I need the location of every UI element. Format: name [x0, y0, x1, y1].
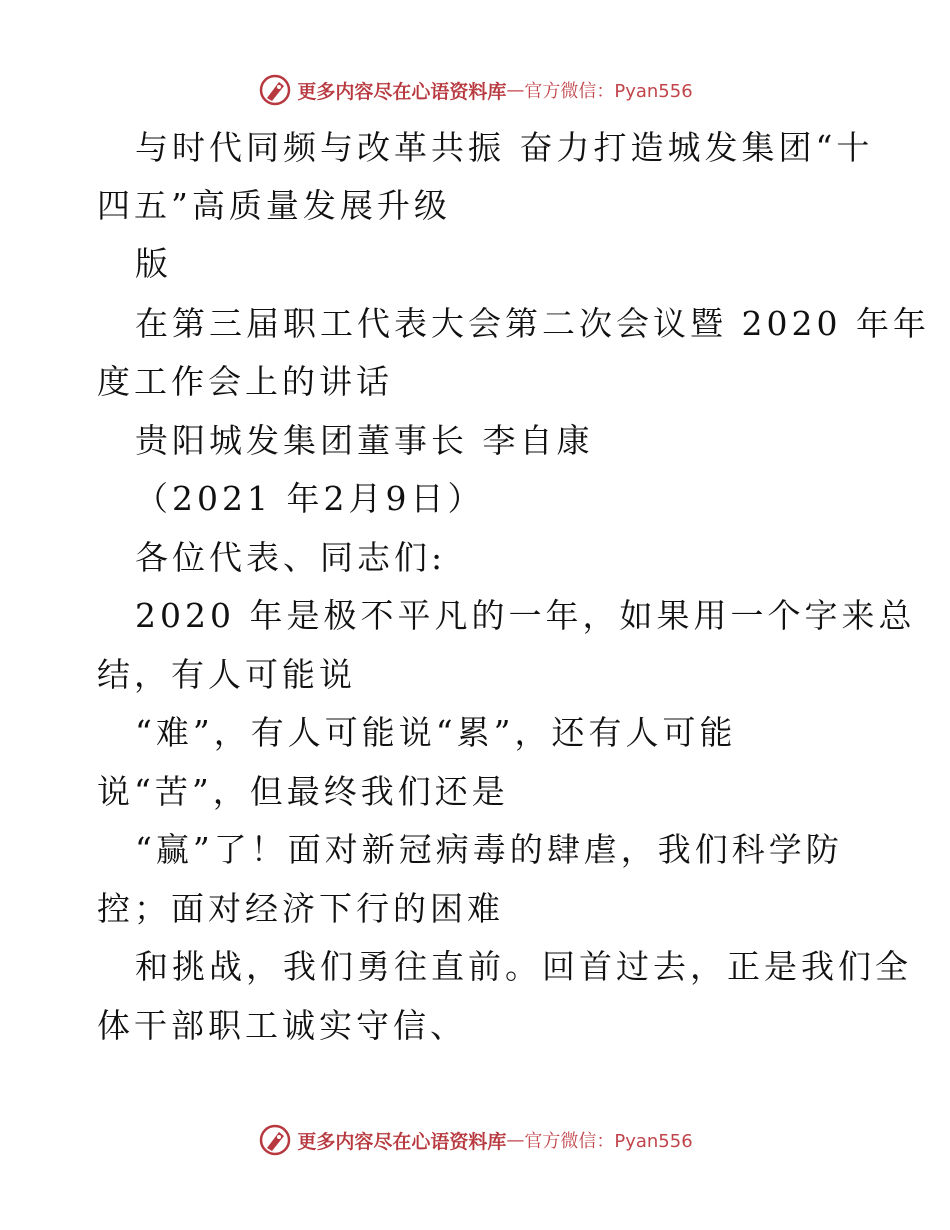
watermark-dash: —: [506, 1129, 525, 1151]
subtitle-line-1: 在第三届职工代表大会第二次会议暨 2020 年年: [135, 304, 930, 343]
paragraph-line: “难”，有人可能说“累”，还有人可能: [135, 713, 737, 752]
paragraph-line: “赢”了！面对新冠病毒的肆虐，我们科学防: [135, 830, 843, 869]
watermark-wechat-text: 官方微信：Pyan556: [524, 1131, 693, 1152]
watermark-dash: —: [506, 79, 525, 101]
date-line: （2021 年2月9日）: [135, 479, 485, 518]
paragraph-line: 体干部职工诚实守信、: [97, 1006, 467, 1045]
paragraph-line: 说“苦”，但最终我们还是: [97, 772, 509, 811]
paragraph-line: 控；面对经济下行的困难: [97, 889, 504, 928]
salutation-line: 各位代表、同志们:: [135, 538, 447, 577]
header-watermark: [0, 70, 950, 110]
paragraph-line: 和挑战，我们勇往直前。回首过去，正是我们全: [135, 947, 912, 986]
paragraph-line: 2020 年是极不平凡的一年，如果用一个字来总: [135, 596, 916, 635]
subtitle-line-2: 度工作会上的讲话: [97, 362, 393, 401]
title-line-2: 四五”高质量发展升级: [97, 186, 451, 225]
author-line: 贵阳城发集团董事长 李自康: [135, 421, 594, 460]
title-line-1: 与时代同频与改革共振 奋力打造城发集团“十: [135, 128, 874, 167]
watermark-wechat-text: 官方微信：Pyan556: [524, 81, 693, 102]
footer-watermark: [0, 1120, 950, 1160]
paragraph-line: 结，有人可能说: [97, 655, 356, 694]
watermark-site-text: 更多内容尽在心语资料库: [297, 1130, 507, 1153]
pen-nib-logo-icon: [257, 1122, 293, 1158]
title-line-3: 版: [135, 244, 172, 283]
pen-nib-logo-icon: [257, 72, 293, 108]
watermark-site-text: 更多内容尽在心语资料库: [297, 80, 507, 103]
